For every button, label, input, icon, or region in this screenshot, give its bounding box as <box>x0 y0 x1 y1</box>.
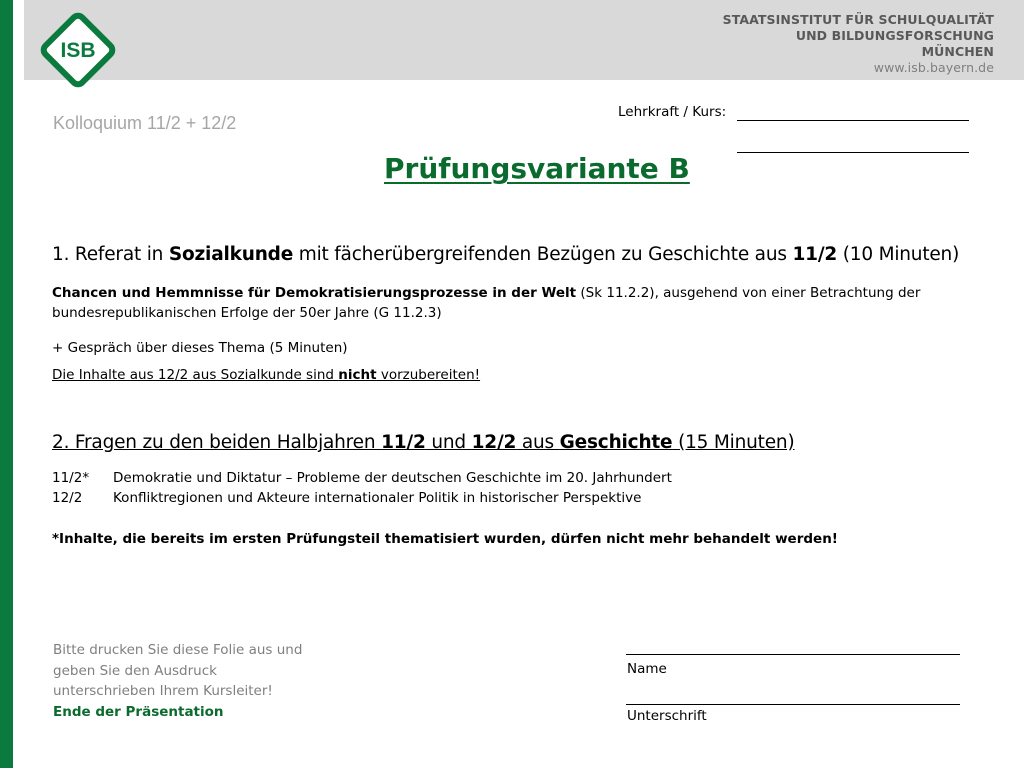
logo-text: ISB <box>60 39 96 62</box>
list-item: 12/2 Konfliktregionen und Akteure internationaler Politik in historischer Perspektive <box>52 490 642 506</box>
section1-note: Die Inhalte aus 12/2 aus Sozialkunde sind nicht vorzubereiten! <box>52 367 481 383</box>
section1-heading: 1. Referat in Sozialkunde mit fächerübergreifenden Bezügen zu Geschichte aus 11/2 (10 Minuten) <box>52 244 960 265</box>
list-item: 11/2* Demokratie und Diktatur – Probleme der deutschen Geschichte im 20. Jahrhundert <box>52 470 672 486</box>
name-label: Name <box>627 661 667 677</box>
kolloquium-label: Kolloquium 11/2 + 12/2 <box>53 113 237 133</box>
section1-topic: Chancen und Hemmnisse für Demokratisierungsprozesse in der Welt (Sk 11.2.2), ausgehend von einer Betrachtung der bundesrepublikanischen Erfolge der 50er Jahre (G 11.2.3) <box>52 285 921 321</box>
end-of-presentation: Ende der Präsentation <box>53 703 224 720</box>
page-title: Prüfungsvariante B <box>384 152 690 185</box>
teacher-line-2 <box>737 137 969 153</box>
teacher-line-1 <box>737 104 969 121</box>
institute-line3: MÜNCHEN <box>921 44 994 59</box>
teacher-course-label: Lehrkraft / Kurs: <box>618 104 727 120</box>
institute-line1: STAATSINSTITUT FÜR SCHULQUALITÄT <box>722 12 994 27</box>
section1-conversation: + Gespräch über dieses Thema (5 Minuten) <box>52 340 348 356</box>
institute-block <box>723 12 994 76</box>
left-accent-bar <box>0 0 13 768</box>
signature-line <box>626 688 960 705</box>
section2-heading: 2. Fragen zu den beiden Halbjahren 11/2 und 12/2 aus Geschichte (15 Minuten) <box>52 432 795 453</box>
section2-item-list <box>52 468 672 508</box>
print-instructions: Bitte drucken Sie diese Folie aus und geben Sie den Ausdruck unterschrieben Ihrem Kursleiter! Ende der Präsentation <box>53 640 302 722</box>
institute-line2: UND BILDUNGSFORSCHUNG <box>795 28 994 43</box>
signature-label: Unterschrift <box>627 708 707 724</box>
section2-footnote: *Inhalte, die bereits im ersten Prüfungsteil thematisiert wurden, dürfen nicht mehr behandelt werden! <box>52 531 838 547</box>
isb-logo <box>38 10 118 90</box>
name-line <box>626 639 960 655</box>
institute-url: www.isb.bayern.de <box>873 60 994 75</box>
